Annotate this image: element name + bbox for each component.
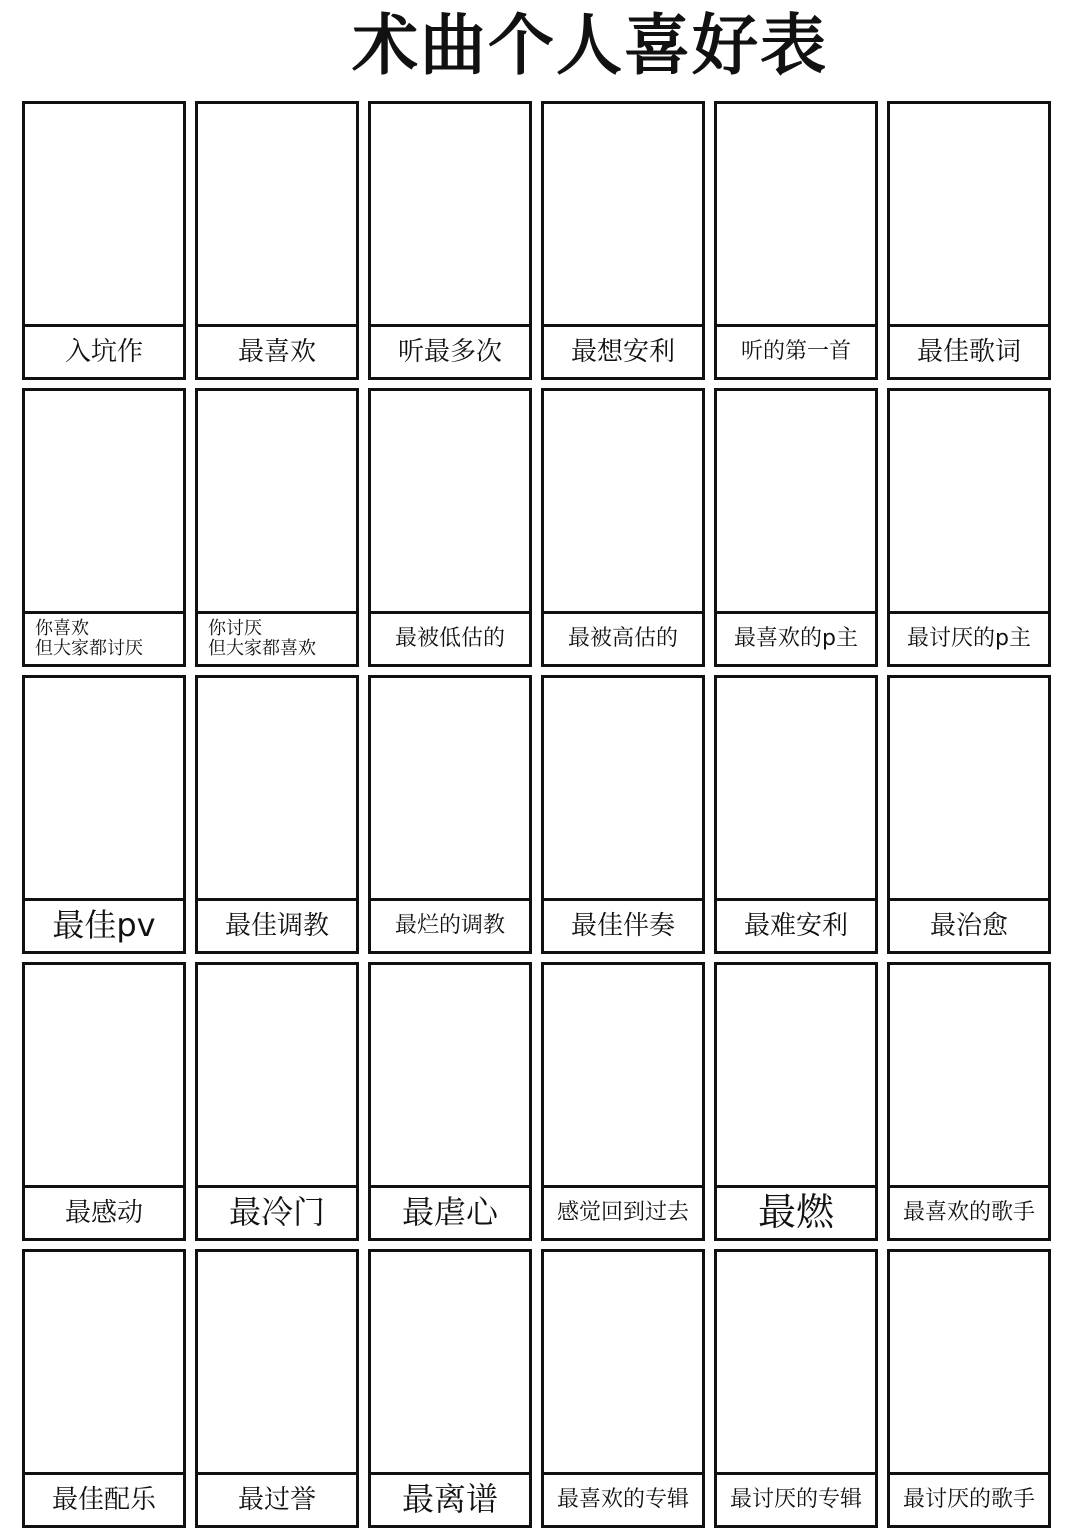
cell-label: 最佳pv <box>52 906 156 945</box>
grid-cell <box>714 962 878 1241</box>
cell-label: 最佳歌词 <box>916 336 1021 367</box>
grid-cell <box>887 101 1051 380</box>
cell-label: 听最多次 <box>397 336 502 367</box>
page-title: 术曲个人喜好表 <box>352 7 828 84</box>
cell-label: 你讨厌 但大家都喜欢 <box>208 618 316 659</box>
grid-cell <box>22 1249 186 1528</box>
cell-image-slot <box>890 678 1048 901</box>
cell-label: 最离谱 <box>401 1480 498 1519</box>
cell-label: 最喜欢的p主 <box>734 625 858 651</box>
grid-cell <box>368 675 532 954</box>
cell-label: 最佳配乐 <box>51 1484 156 1515</box>
cell-image-slot <box>544 678 702 901</box>
preference-grid <box>22 101 1050 1528</box>
cell-image-slot <box>890 965 1048 1188</box>
grid-cell <box>22 101 186 380</box>
cell-image-slot <box>890 391 1048 614</box>
cell-image-slot <box>717 1252 875 1475</box>
grid-cell <box>368 388 532 667</box>
cell-label: 最燃 <box>757 1190 834 1235</box>
grid-cell <box>195 388 359 667</box>
cell-image-slot <box>544 965 702 1188</box>
cell-image-slot <box>25 391 183 614</box>
cell-image-slot <box>198 1252 356 1475</box>
cell-image-slot <box>198 965 356 1188</box>
grid-cell <box>887 1249 1051 1528</box>
grid-cell <box>195 1249 359 1528</box>
cell-image-slot <box>717 391 875 614</box>
cell-image-slot <box>544 104 702 327</box>
cell-label: 最讨厌的专辑 <box>729 1486 862 1512</box>
cell-image-slot <box>371 678 529 901</box>
cell-image-slot <box>717 678 875 901</box>
cell-image-slot <box>198 104 356 327</box>
cell-image-slot <box>717 965 875 1188</box>
cell-label: 最喜欢的歌手 <box>902 1199 1035 1225</box>
cell-label: 你喜欢 但大家都讨厌 <box>35 618 143 659</box>
cell-label: 最烂的调教 <box>394 912 505 938</box>
grid-cell <box>22 388 186 667</box>
grid-cell <box>541 962 705 1241</box>
cell-image-slot <box>890 104 1048 327</box>
cell-image-slot <box>371 391 529 614</box>
cell-label: 入坑作 <box>64 336 143 367</box>
grid-cell <box>195 101 359 380</box>
cell-image-slot <box>198 391 356 614</box>
cell-label: 最喜欢的专辑 <box>556 1486 689 1512</box>
grid-cell <box>368 101 532 380</box>
cell-label: 感觉回到过去 <box>556 1199 689 1225</box>
grid-cell <box>541 675 705 954</box>
cell-label: 最过誉 <box>237 1484 316 1515</box>
grid-cell <box>714 388 878 667</box>
cell-label: 最虐心 <box>401 1193 498 1232</box>
cell-label: 最被高估的 <box>567 625 678 651</box>
cell-label: 最讨厌的歌手 <box>902 1486 1035 1512</box>
cell-image-slot <box>25 965 183 1188</box>
cell-image-slot <box>717 104 875 327</box>
cell-image-slot <box>544 391 702 614</box>
grid-cell <box>195 675 359 954</box>
cell-image-slot <box>371 1252 529 1475</box>
grid-cell <box>887 675 1051 954</box>
cell-label: 最治愈 <box>929 910 1008 941</box>
grid-cell <box>22 962 186 1241</box>
cell-image-slot <box>371 104 529 327</box>
cell-label: 最难安利 <box>743 910 848 941</box>
grid-cell <box>541 101 705 380</box>
cell-label: 最想安利 <box>570 336 675 367</box>
cell-image-slot <box>890 1252 1048 1475</box>
cell-label: 最佳调教 <box>224 910 329 941</box>
cell-label: 听的第一首 <box>740 338 851 364</box>
grid-cell <box>714 675 878 954</box>
cell-image-slot <box>25 104 183 327</box>
grid-cell <box>195 962 359 1241</box>
grid-cell <box>714 1249 878 1528</box>
grid-cell <box>368 1249 532 1528</box>
cell-label: 最冷门 <box>228 1193 325 1232</box>
cell-image-slot <box>25 1252 183 1475</box>
grid-cell <box>541 388 705 667</box>
grid-cell <box>887 388 1051 667</box>
cell-image-slot <box>25 678 183 901</box>
cell-label: 最讨厌的p主 <box>907 625 1031 651</box>
grid-cell <box>714 101 878 380</box>
cell-image-slot <box>198 678 356 901</box>
cell-label: 最感动 <box>64 1197 143 1228</box>
grid-cell <box>22 675 186 954</box>
grid-cell <box>887 962 1051 1241</box>
grid-cell <box>368 962 532 1241</box>
cell-label: 最佳伴奏 <box>570 910 675 941</box>
cell-image-slot <box>544 1252 702 1475</box>
cell-label: 最被低估的 <box>394 625 505 651</box>
cell-label: 最喜欢 <box>237 336 316 367</box>
grid-cell <box>541 1249 705 1528</box>
cell-image-slot <box>371 965 529 1188</box>
